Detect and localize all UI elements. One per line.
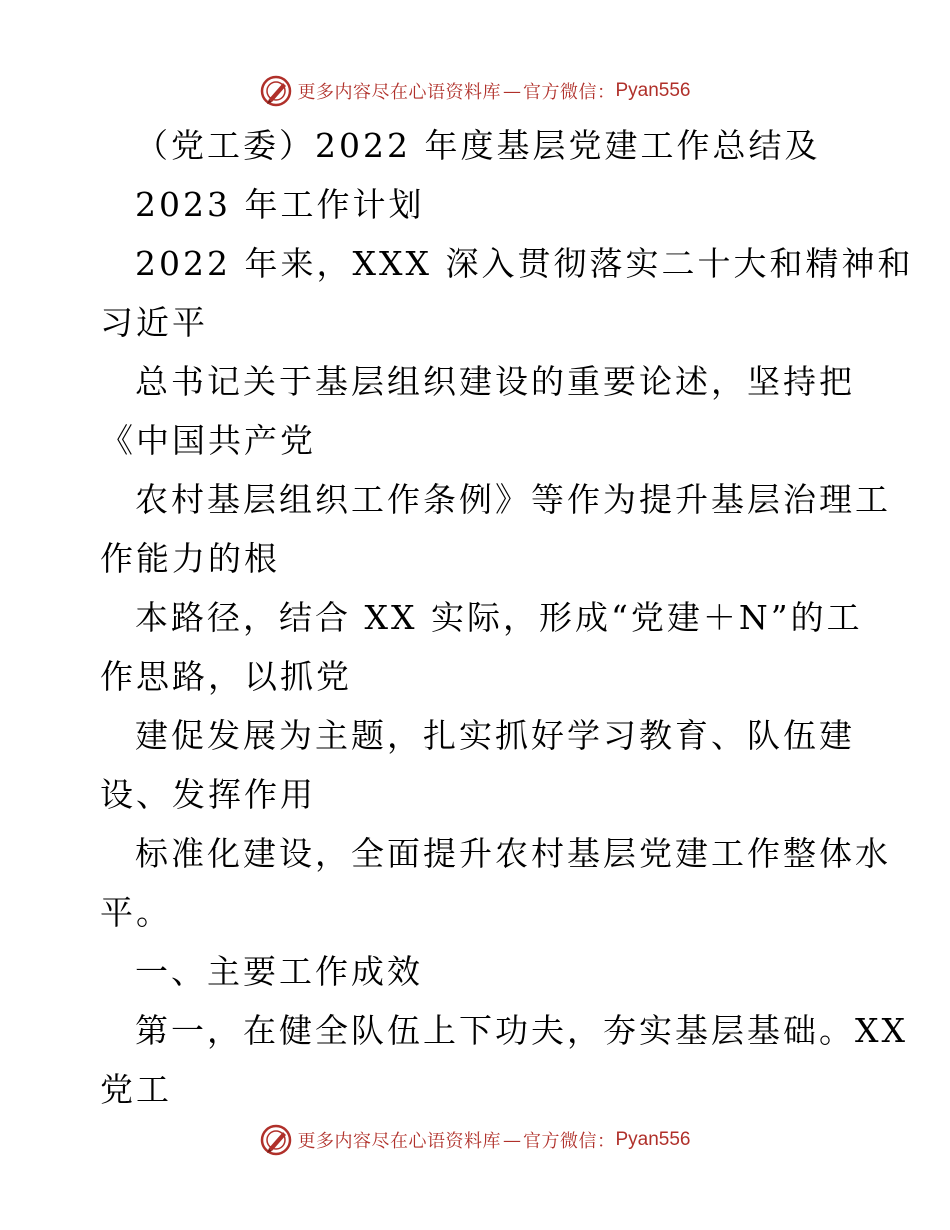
watermark-label: 官方微信： <box>522 1131 616 1152</box>
watermark-label: 官方微信： <box>522 82 616 103</box>
doc-title-line-1: （党工委）2022 年度基层党建工作总结及 <box>135 126 821 165</box>
section-heading: 一、主要工作成效 <box>135 952 423 991</box>
paragraph-line: 设、发挥作用 <box>100 775 316 814</box>
header-watermark <box>0 71 950 111</box>
paragraph-line: 总书记关于基层组织建设的重要论述，坚持把 <box>135 362 855 401</box>
footer-watermark <box>0 1120 950 1160</box>
watermark-text: 更多内容尽在心语资料库 <box>297 1131 501 1152</box>
paragraph-line: 第一，在健全队伍上下功夫，夯实基层基础。XX <box>135 1011 908 1050</box>
paragraph-line: 标准化建设，全面提升农村基层党建工作整体水 <box>135 834 891 873</box>
paragraph-line: 本路径，结合 XX 实际，形成“党建＋N”的工 <box>135 598 863 637</box>
paragraph-line: 作能力的根 <box>100 539 280 578</box>
paragraph-line: 2022 年来，XXX 深入贯彻落实二十大和精神和 <box>135 244 914 283</box>
watermark-separator: — <box>502 1129 521 1151</box>
pen-logo-icon <box>259 74 293 108</box>
doc-title-line-2: 2023 年工作计划 <box>135 185 425 224</box>
pen-logo-icon <box>259 1123 293 1157</box>
paragraph-line: 农村基层组织工作条例》等作为提升基层治理工 <box>135 480 891 519</box>
paragraph-line: 作思路，以抓党 <box>100 657 352 696</box>
paragraph-line: 党工 <box>100 1070 172 1109</box>
paragraph-line: 《中国共产党 <box>100 421 316 460</box>
paragraph-line: 建促发展为主题，扎实抓好学习教育、队伍建 <box>135 716 855 755</box>
paragraph-line: 平。 <box>100 893 172 932</box>
watermark-separator: — <box>502 80 521 102</box>
watermark-text: 更多内容尽在心语资料库 <box>297 82 501 103</box>
watermark-account: Pyan556 <box>615 1129 691 1150</box>
watermark-account: Pyan556 <box>615 80 691 101</box>
paragraph-line: 习近平 <box>100 303 208 342</box>
